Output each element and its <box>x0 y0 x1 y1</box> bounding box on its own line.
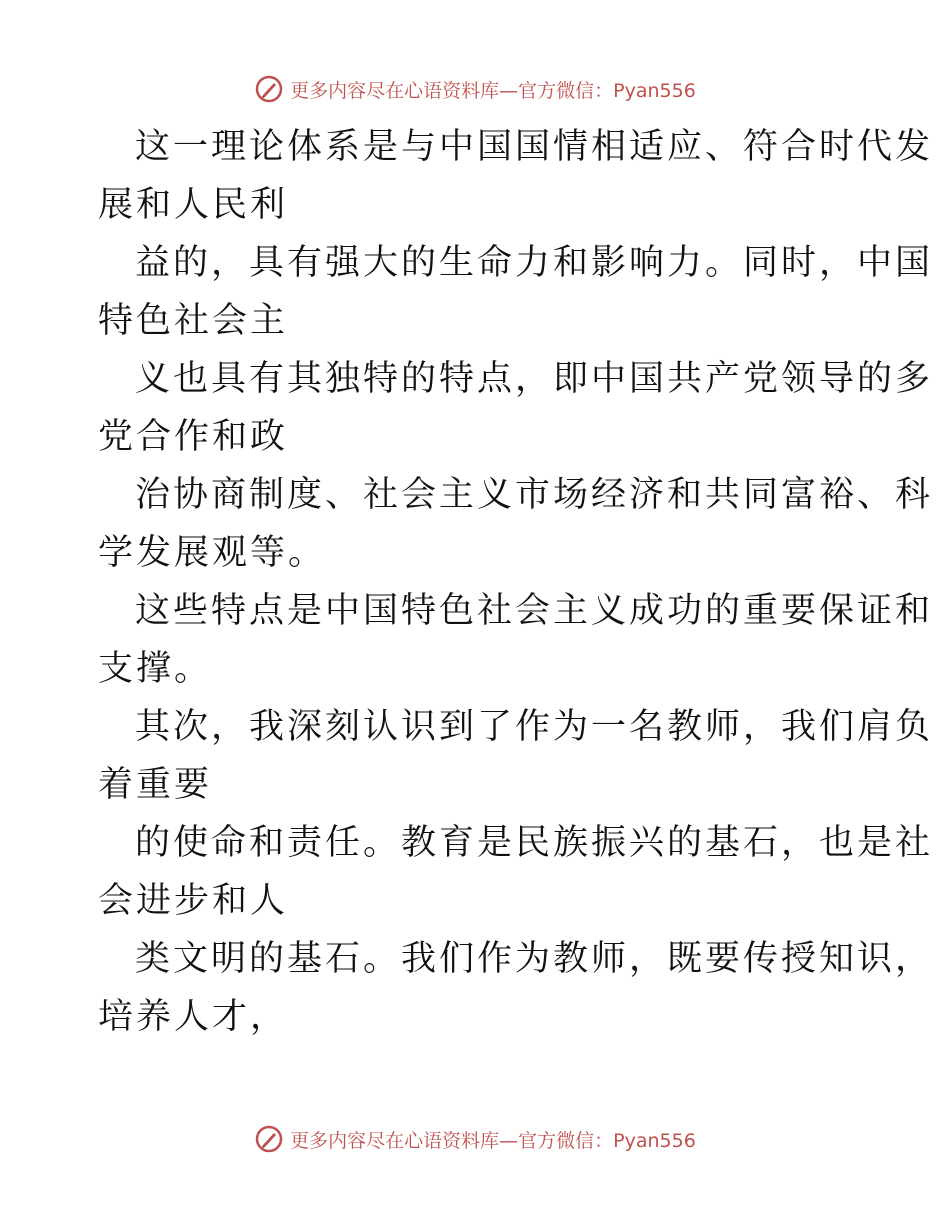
text-line: 特色社会主 <box>98 301 289 341</box>
text-line: 其次，我深刻认识到了作为一名教师，我们肩负 <box>135 707 934 747</box>
text-line: 培养人才， <box>98 997 289 1037</box>
red-pen-circle-icon <box>254 74 284 104</box>
text-line: 着重要 <box>98 765 213 805</box>
text-line: 支撑。 <box>98 649 213 689</box>
red-pen-circle-icon <box>254 1124 284 1154</box>
text-line: 义也具有其独特的特点，即中国共产党领导的多 <box>135 359 934 399</box>
text-line: 党合作和政 <box>98 417 289 457</box>
text-line: 这些特点是中国特色社会主义成功的重要保证和 <box>135 591 934 631</box>
header-watermark-banner <box>0 72 950 106</box>
text-line: 学发展观等。 <box>98 533 327 573</box>
footer-banner-text: 更多内容尽在心语资料库—官方微信：Pyan556 <box>290 1129 696 1152</box>
text-line: 展和人民利 <box>98 185 289 225</box>
document-body <box>98 118 934 1046</box>
text-line: 会进步和人 <box>98 881 289 921</box>
text-line: 这一理论体系是与中国国情相适应、符合时代发 <box>135 127 934 167</box>
footer-watermark-banner <box>0 1122 950 1156</box>
text-line: 益的，具有强大的生命力和影响力。同时，中国 <box>135 243 934 283</box>
text-line: 类文明的基石。我们作为教师，既要传授知识， <box>135 939 934 979</box>
text-line: 治协商制度、社会主义市场经济和共同富裕、科 <box>135 475 934 515</box>
text-line: 的使命和责任。教育是民族振兴的基石，也是社 <box>135 823 934 863</box>
header-banner-text: 更多内容尽在心语资料库—官方微信：Pyan556 <box>290 79 696 102</box>
